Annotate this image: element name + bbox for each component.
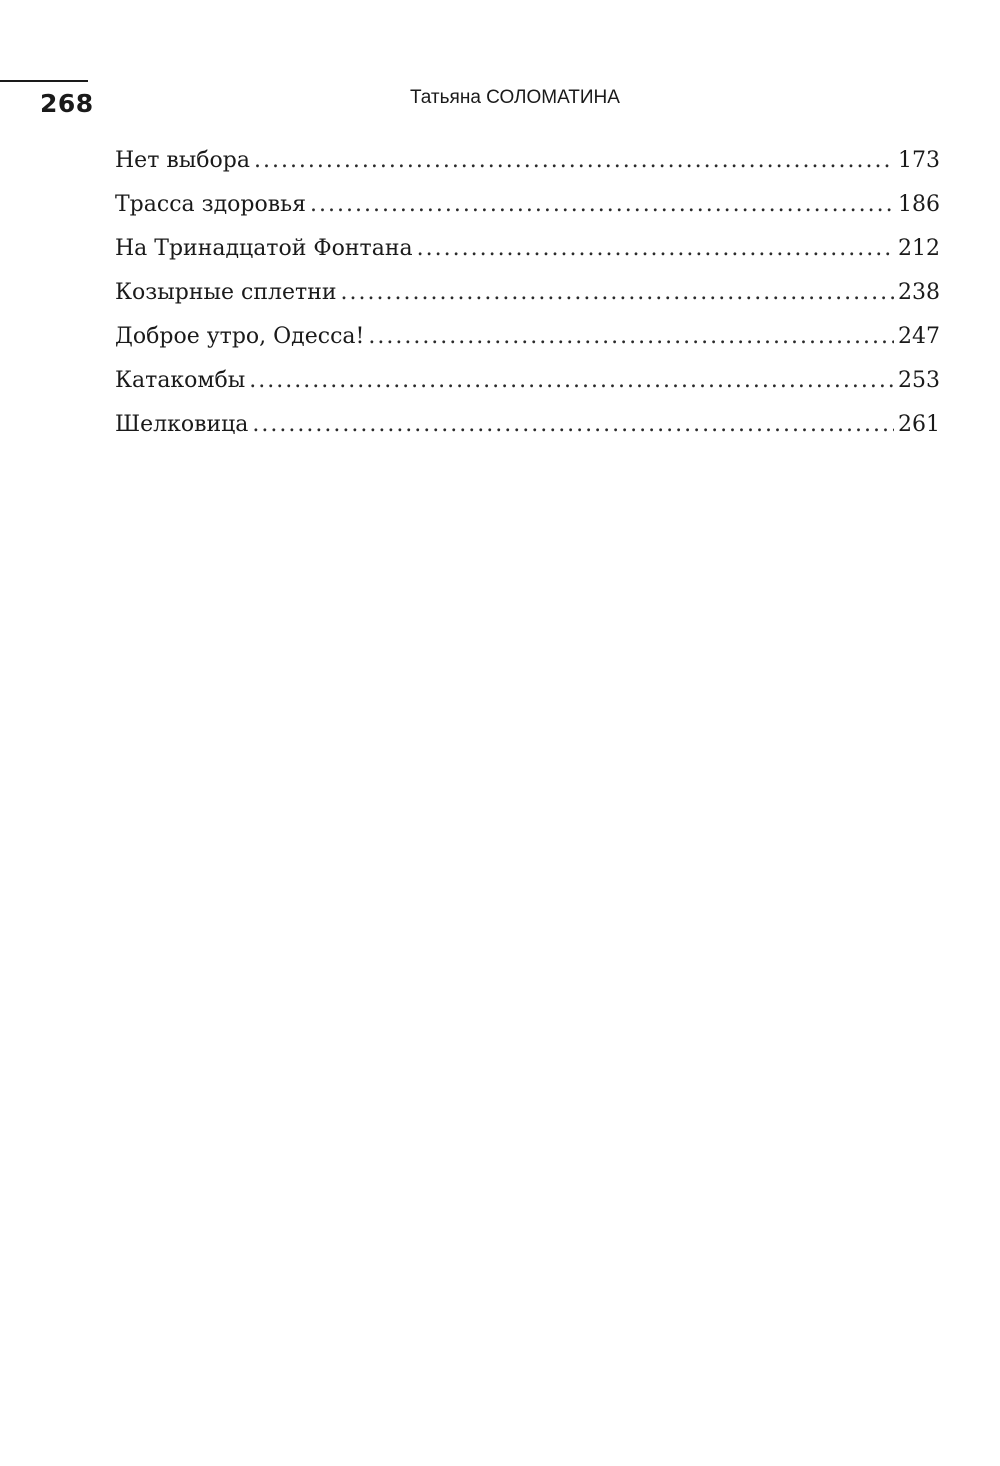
toc-entry — [115, 407, 940, 451]
toc-entry-page: 261 — [898, 412, 940, 437]
toc-entry-title: Доброе утро, Одесса! — [115, 324, 365, 349]
toc-entry-page: 247 — [898, 324, 940, 349]
toc-entry — [115, 319, 940, 363]
toc-entry — [115, 231, 940, 275]
toc-dot-leader — [417, 231, 894, 267]
toc-entry-title: Козырные сплетни — [115, 280, 337, 305]
running-head: Татьяна СОЛОМАТИНА — [410, 87, 620, 108]
toc-entry — [115, 187, 940, 231]
toc-entry — [115, 143, 940, 187]
toc-entry — [115, 363, 940, 407]
toc-entry — [115, 275, 940, 319]
toc-entry-title: Катакомбы — [115, 368, 246, 393]
page-number: 268 — [40, 89, 94, 118]
toc-entry-title: На Тринадцатой Фонтана — [115, 236, 413, 261]
toc-entry-page: 173 — [898, 148, 940, 173]
toc-entry-title: Шелковица — [115, 412, 249, 437]
toc-entry-title: Нет выбора — [115, 148, 250, 173]
header-rule — [0, 80, 88, 82]
toc-dot-leader — [249, 363, 894, 399]
toc-dot-leader — [368, 319, 894, 355]
toc-dot-leader — [252, 407, 894, 443]
toc-entry-page: 253 — [898, 368, 940, 393]
toc-dot-leader — [341, 275, 894, 311]
toc-dot-leader — [254, 143, 894, 179]
toc-entry-page: 238 — [898, 280, 940, 305]
toc-entry-page: 186 — [898, 192, 940, 217]
toc-entry-title: Трасса здоровья — [115, 192, 306, 217]
table-of-contents — [115, 143, 940, 451]
toc-dot-leader — [310, 187, 894, 223]
toc-entry-page: 212 — [898, 236, 940, 261]
